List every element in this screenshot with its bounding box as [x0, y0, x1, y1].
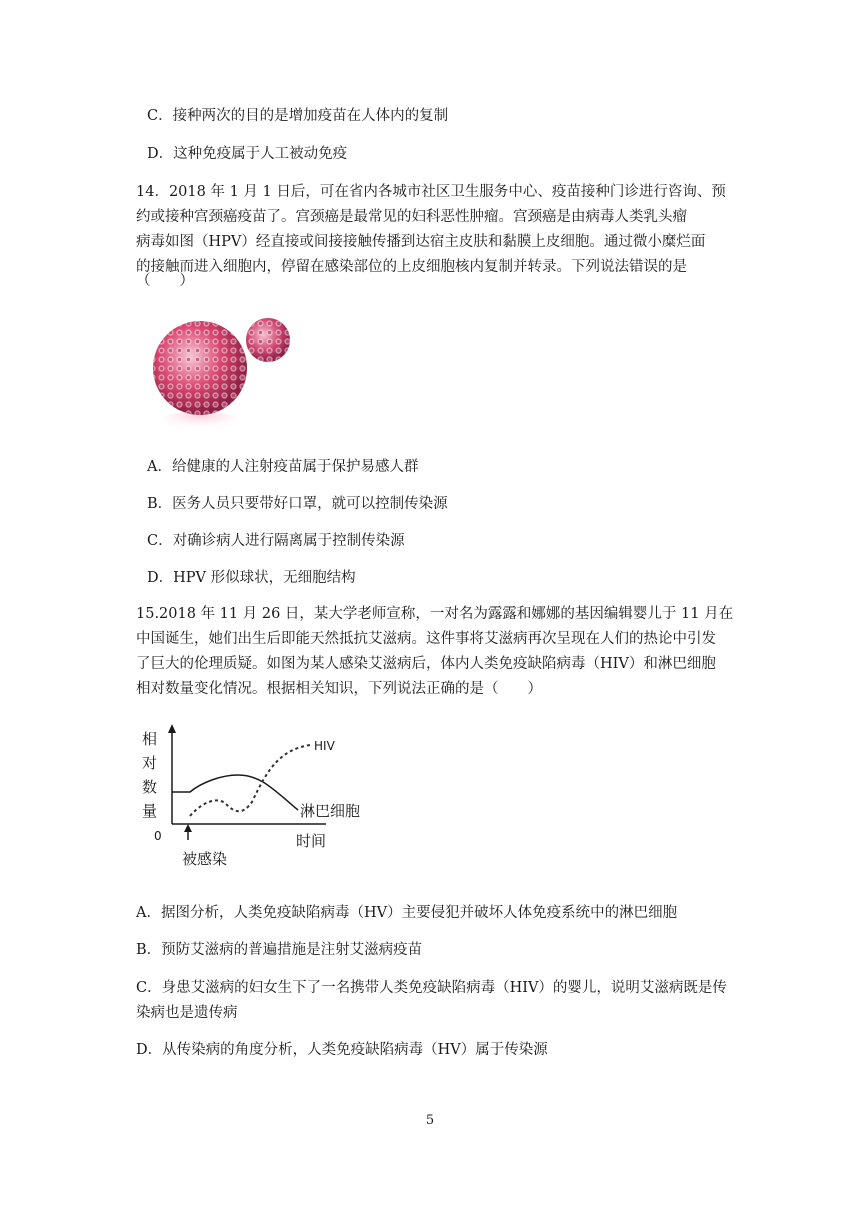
q13-option-d: D．这种免疫属于人工被动免疫 [147, 146, 348, 162]
q15-stem-line-2: 中国诞生，她们出生后即能天然抵抗艾滋病。这件事将艾滋病再次呈现在人们的热论中引发 [136, 631, 716, 647]
q15-stem-line-3: 了巨大的伦理质疑。如图为某人感染艾滋病后，体内人类免疫缺陷病毒（HIV）和淋巴细胞 [136, 656, 716, 672]
ylabel-char-2: 对 [142, 754, 158, 772]
origin-label: 0 [154, 829, 162, 843]
series-label-lymphocyte: 淋巴细胞 [300, 802, 361, 820]
q15-option-d: D．从传染病的角度分析，人类免疫缺陷病毒（HV）属于传染源 [136, 1042, 548, 1058]
hiv-lymphocyte-chart [130, 720, 380, 870]
q15-option-c-line-2: 染病也是遗传病 [136, 1005, 238, 1021]
q14-stem-line-1: 14．2018 年 1 月 1 日后，可在省内各城市社区卫生服务中心、疫苗接种门诊进行咨询、预 [136, 184, 726, 200]
q14-stem-line-2: 约或接种宫颈癌疫苗了。宫颈癌是最常见的妇科恶性肿瘤。宫颈癌是由病毒人类乳头瘤 [136, 209, 687, 225]
y-axis-arrow [168, 724, 176, 733]
ylabel-char-4: 量 [142, 802, 158, 820]
q14-option-b: B．医务人员只要带好口罩，就可以控制传染源 [147, 496, 448, 512]
hpv-virus-image [148, 310, 298, 435]
series-label-hiv: HIV [314, 739, 335, 753]
q14-option-d: D．HPV 形似球状，无细胞结构 [147, 570, 356, 586]
infection-label: 被感染 [182, 850, 228, 868]
series-line-lymphocyte [172, 775, 298, 810]
q15-option-b: B．预防艾滋病的普遍措施是注射艾滋病疫苗 [136, 942, 423, 958]
q15-option-c-line-1: C．身患艾滋病的妇女生下了一名携带人类免疫缺陷病毒（HIV）的婴儿，说明艾滋病既是传 [136, 980, 727, 996]
q15-option-a: A．据图分析，人类免疫缺陷病毒（HV）主要侵犯并破坏人体免疫系统中的淋巴细胞 [136, 905, 678, 921]
q15-stem-line-4: 相对数量变化情况。根据相关知识，下列说法正确的是（ ） [136, 681, 542, 697]
ylabel-char-1: 相 [142, 730, 158, 748]
q14-stem-line-3: 病毒如图（HPV）经直接或间接接触传播到达宿主皮肤和黏膜上皮细胞。通过微小糜烂面 [136, 234, 706, 250]
q14-stem-line-4: 的接触而进入细胞内，停留在感染部位的上皮细胞核内复制并转录。下列说法错误的是 [136, 259, 687, 275]
x-axis-label: 时间 [296, 832, 327, 850]
ylabel-char-3: 数 [142, 778, 158, 796]
q13-option-c: C．接种两次的目的是增加疫苗在人体内的复制 [147, 108, 449, 124]
q14-option-a: A．给健康的人注射疫苗属于保护易感人群 [147, 459, 419, 475]
page-number: 5 [425, 1113, 435, 1128]
q14-option-c: C．对确诊病人进行隔离属于控制传染源 [147, 533, 405, 549]
q15-stem-line-1: 15.2018 年 11 月 26 日，某大学老师宣称，一对名为露露和娜娜的基因编辑婴儿于 11 月在 [136, 606, 734, 622]
infection-arrow-head [184, 824, 192, 832]
q14-answer-blank: （ ） [136, 273, 194, 289]
